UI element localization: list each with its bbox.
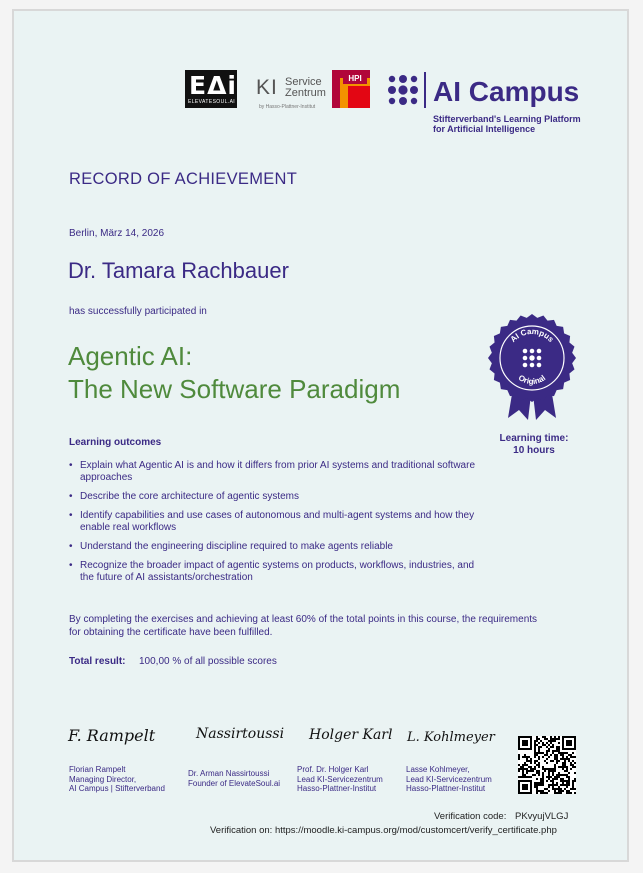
signatory-org: Hasso-Plattner-Institut [406, 784, 486, 793]
ki-logo-sub: by Hasso-Plattner-Institut [259, 104, 316, 110]
ki-servicezentrum-logo-mark: KI [256, 76, 278, 99]
hpi-logo-text: HPI [348, 74, 362, 83]
verification-qr-code[interactable] [518, 736, 576, 794]
signatory-role: Managing Director, [69, 774, 137, 784]
outcomes-list [67, 460, 480, 591]
signature-kohlmeyer: L. Kohlmeyer [407, 730, 495, 745]
course-title [68, 340, 400, 406]
outcome-item: • Explain what Agentic AI is and how it differs from prior AI systems and traditional software approaches [80, 460, 480, 484]
learning-time-label: Learning time: [499, 433, 569, 444]
outcome-item: • Identify capabilities and use cases of autonomous and multi-agent systems and how they enable real workflows [80, 510, 480, 534]
signatory-role: Lead KI-Servicezentrum [406, 774, 492, 784]
signatory-role: Lead KI-Servicezentrum [297, 774, 383, 784]
certificate-heading: RECORD OF ACHIEVEMENT [69, 170, 298, 188]
total-result-value: 100,00 % of all possible scores [139, 656, 277, 667]
ki-logo-line1: Service [285, 76, 322, 88]
total-result-label: Total result: [69, 656, 126, 667]
verification-code-value: PKvyujVLGJ [515, 811, 569, 822]
signatory-org: AI Campus | Stifterverband [69, 784, 165, 793]
signature-rampelt: F. Rampelt [68, 726, 156, 745]
ai-campus-icon [387, 74, 419, 106]
outcomes-heading: Learning outcomes [69, 437, 162, 448]
signatory-nassirtoussi [188, 769, 280, 788]
signature-karl: Holger Karl [309, 727, 393, 743]
ai-campus-subtitle [433, 114, 581, 134]
signatory-name: Dr. Arman Nassirtoussi [188, 769, 270, 778]
signatory-role: Founder of ElevateSoul.ai [188, 778, 281, 788]
outcome-item: • Describe the core architecture of agentic systems [80, 491, 480, 503]
signatory-name: Florian Rampelt [69, 765, 126, 774]
badge-top-text: AI Campus [508, 326, 556, 344]
course-title-line1: Agentic AI: [68, 341, 193, 371]
ai-campus-subtitle-line2: for Artificial Intelligence [433, 124, 536, 134]
badge-grid-icon [523, 349, 542, 368]
signatory-name: Prof. Dr. Holger Karl [297, 765, 369, 774]
ki-servicezentrum-logo-text [285, 77, 326, 99]
ki-logo-line2: Zentrum [285, 87, 326, 99]
verification-code-label: Verification code: [434, 811, 507, 822]
learning-time-value: 10 hours [513, 445, 555, 456]
completion-text: By completing the exercises and achieving at least 60% of the total points in this course, the requirements for obtaining the certificate have been fulfilled. [69, 614, 538, 638]
course-title-line2: The New Software Paradigm [68, 374, 401, 404]
learning-time [484, 433, 584, 457]
elevatesoul-logo-mark: EΔi [189, 71, 237, 100]
signatory-name: Lasse Kohlmeyer, [406, 765, 470, 774]
hpi-logo [332, 70, 370, 108]
ai-campus-original-badge [486, 312, 578, 420]
signature-nassirtoussi: Nassirtoussi [196, 726, 285, 742]
ai-campus-title: AI Campus [433, 76, 580, 107]
elevatesoul-logo-name: ELEVATESOUL.AI [188, 99, 236, 105]
signatory-rampelt [69, 765, 165, 794]
verification-url[interactable]: Verification on: https://moodle.ki-campus.org/mod/customcert/verify_certificate.php [210, 825, 557, 836]
recipient-name: Dr. Tamara Rachbauer [68, 258, 289, 283]
ai-campus-subtitle-line1: Stifterverband's Learning Platform [433, 114, 581, 124]
issue-date: Berlin, März 14, 2026 [69, 228, 165, 239]
elevatesoul-logo [185, 70, 237, 108]
badge-bottom-text: Original [516, 373, 548, 387]
ai-campus-divider [424, 72, 426, 108]
signatory-kohlmeyer [406, 765, 492, 794]
signatory-karl [297, 765, 383, 794]
verification-code [434, 811, 568, 822]
outcome-item: • Understand the engineering discipline required to make agents reliable [80, 541, 480, 553]
participation-text: has successfully participated in [69, 306, 207, 317]
outcome-item: • Recognize the broader impact of agentic systems on products, workflows, industries, and the future of AI assistants/orchestration [80, 560, 480, 584]
signatory-org: Hasso-Plattner-Institut [297, 784, 377, 793]
